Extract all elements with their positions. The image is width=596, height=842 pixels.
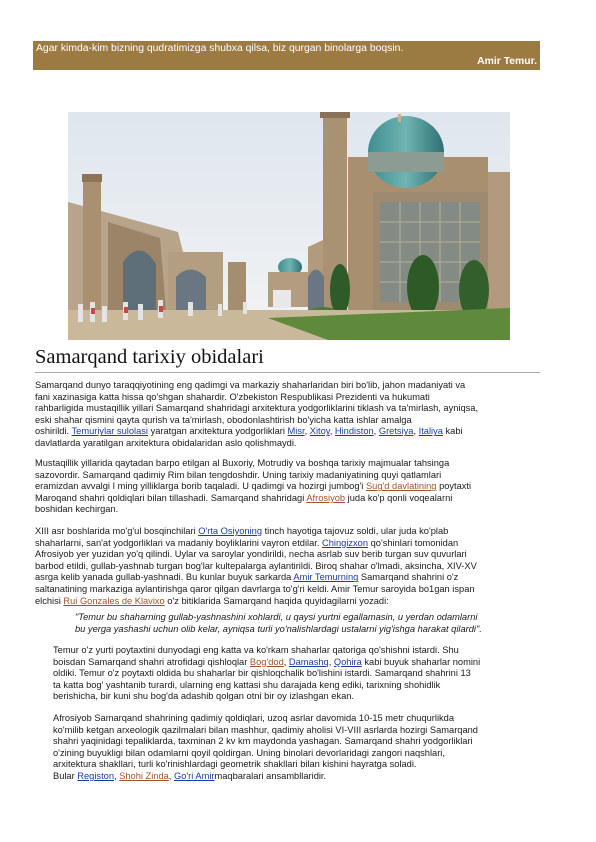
link-afrosiyob[interactable]: Afrosiyob [306, 492, 346, 503]
link-misr[interactable]: Misr [287, 426, 305, 437]
text-segment: tinch hayotiga tajovuz soldi, ular juda ko'plab [262, 526, 449, 536]
link-shohi-zinda[interactable]: Shohi Zinda [119, 770, 169, 781]
link-italiya[interactable]: Italiya [418, 426, 443, 437]
text-segment: oshirildi. [35, 426, 72, 437]
text-segment: , [328, 656, 334, 667]
link-orta-osiyo[interactable]: O'rta Osiyoning [198, 526, 263, 536]
link-gori-amir[interactable]: Go'ri Amir [173, 770, 215, 781]
text-line: sazovordir. Samarqand qadimiy Rim bilan tengdoshdir. Uning tarixiy madaniyatining quyi qatlamlari [35, 469, 442, 480]
text-segment: , [304, 426, 310, 437]
link-damashq[interactable]: Damashq [288, 656, 329, 667]
text-segment: Samarqand shahrini o'z [358, 572, 459, 583]
text-line [35, 596, 541, 608]
registan-illustration [68, 112, 510, 340]
text-line [35, 493, 541, 505]
text-segment: , [373, 426, 379, 437]
link-qohira[interactable]: Qohira [333, 656, 362, 667]
text-segment: kabi buyuk shaharlar nomini [361, 656, 481, 667]
text-line [53, 771, 543, 783]
text-line [35, 481, 541, 493]
paragraph-4 [53, 645, 543, 703]
text-line: Mustaqillik yillarida qaytadan barpo etilgan al Buxoriy, Motrudiy va boshqa tarixiy majmualar tahsinga [35, 458, 450, 468]
link-gretsiya[interactable]: Gretsiya [378, 426, 414, 437]
text-line: fani xazinasiga katta hissa qo'shgan shahardir. O'zbekiston Respublikasi Prezidenti va hukumati [35, 391, 430, 402]
text-line [35, 572, 541, 584]
text-line [35, 426, 541, 438]
text-line: ta katta bog' yashtanib turardi, ularning eng kattasi shu darajada keng ediki, tarixning shohidlik [53, 679, 441, 690]
banner-quote: Agar kimda-kim bizning qudratimizga shubxa qilsa, biz qurgan binolarga boqsin. [36, 43, 404, 54]
text-segment: eramizdan avvalgi I ming yilliklarga borib taqaladi. U qadimgi va hozirgi jumbog'i [35, 481, 366, 492]
text-segment: , [413, 426, 419, 437]
text-line [53, 657, 543, 669]
text-segment: shaharlarni, san'at yodgorliklari va madaniy boyliklarini vayron etdilar. [35, 537, 323, 548]
text-segment: Maroqand shahri qoldiqlari bilan tillashadi. Samarqand shahridagi [35, 492, 307, 503]
text-segment: poytaxti [436, 481, 472, 492]
text-segment: , [114, 770, 120, 781]
text-line: oldiki. Temur o'z poytaxti oldida bu shaharlar bir qishloqchalik bo'lishini istardi. Samarqand shahrini 13 [53, 668, 471, 679]
quote-line: bu yerga yashashi uchun olib kelar, ayniqsa turli yo'nalishlardagi ustalarni yig'ishga harakat qilardi". [75, 623, 482, 634]
clavijo-quote [75, 612, 545, 635]
text-line: boshidan kechirgan. [35, 504, 119, 515]
banner-author: Amir Temur. [477, 56, 537, 67]
quote-banner [33, 41, 540, 70]
text-line: eski shahar qismini qayta qurish va ta'mirlash, obodonlashtirish bo'yicha katta ishlar amalga [35, 414, 412, 425]
text-segment: o'z bitiklarida Samarqand haqida quyidagilarni yozadi: [164, 595, 389, 606]
text-line: barbod etildi, gullab-yashnab turgan bog'lar kultepalarga aylantirildi. Biroq shahar o'lmadi, aksincha, XIV-XV [35, 560, 477, 571]
text-line: ko'milib ketgan arxeologik qazilmalari bilan mashhur, qadimiy aholisi VI-VIII asrlarda hozirgi Samarqand [53, 724, 478, 735]
link-chingizxon[interactable]: Chingizxon [322, 537, 369, 548]
text-segment: juda ko'p qonli voqealarni [345, 492, 453, 503]
link-temuriylar[interactable]: Temuriylar sulolasi [71, 426, 148, 437]
text-line: Temur o'z yurti poytaxtini dunyodagi eng katta va ko'rkam shaharlar qatoriga qo'shishni istardi. Shu [53, 645, 459, 655]
text-segment: , [329, 426, 335, 437]
text-segment: qo'shinlari tomonidan [368, 537, 459, 548]
paragraph-1 [35, 380, 541, 450]
link-rui-gonzales[interactable]: Rui Gonzales de Klavixo [63, 595, 165, 606]
text-line: Afrosiyob Samarqand shahrining qadimiy qoldiqlari, uzoq asrlar davomida 10-15 metr chuqurlikda [53, 713, 455, 723]
title-divider [35, 372, 540, 373]
paragraph-3 [35, 526, 541, 607]
paragraph-5 [53, 713, 543, 783]
text-segment: kabi [442, 426, 463, 437]
text-line: saltanatining markaziga aylantirishga qaror qilgan davrlarga to'g'ri keldi. Amir Temur saroyida bo1gan ispan [35, 583, 475, 594]
link-registon[interactable]: Registon [77, 770, 114, 781]
registan-photo [68, 112, 510, 340]
text-line: arxitektura shakllari, turli ko'rinishlardagi geometrik shakllari bilan kishini hayratga soladi. [53, 759, 417, 770]
text-segment: maqbaralari ansambllaridir. [214, 770, 327, 781]
text-segment: boisdan Samarqand shahri atrofidagi qishloqlar [53, 656, 250, 667]
text-line [35, 538, 541, 550]
text-line: shahri yaqinidagi tepaliklarda, taxminan 2 kv km maydonda yashagan. Samarqand shahri yodgorliklari [53, 736, 473, 747]
text-line: rahbarligida mustaqillik yillari Samarqand shahridagi arxitektura yodgorliklarini tiklash va ta'mirlash, ayniqsa, [35, 403, 479, 414]
link-bogdod[interactable]: Bog'dod [249, 656, 284, 667]
link-hindiston[interactable]: Hindiston [334, 426, 374, 437]
link-xitoy[interactable]: Xitoy [309, 426, 330, 437]
text-segment: asrga kelib yanada gullab-yashnadi. Bu kunlar buyuk sarkarda [35, 572, 294, 583]
text-segment: Bular [53, 770, 78, 781]
quote-line: "Temur bu shaharning gullab-yashnashini xohlardi, u qaysi yurtni egallamasin, u yerdan odamlarni [75, 612, 478, 622]
page-title: Samarqand tarixiy obidalari [35, 346, 264, 368]
link-sugd-davlati[interactable]: Sug'd davlatining [365, 481, 437, 492]
text-line: davlatlarda yaratilgan arxitektura obidalaridan aslo qolishmaydi. [35, 437, 297, 448]
text-line: berishicha, bir kuni shu bog'da adashib qolgan otni bir oy izlashgan ekan. [53, 691, 355, 702]
text-line: o'zining buyukligi bilan odamlarni qoyil qoldirgan. Uning binolari devorlaridagi zangori naqshlari, [53, 747, 445, 758]
text-segment: , [168, 770, 174, 781]
text-segment: , [283, 656, 289, 667]
text-line: Samarqand dunyo taraqqiyotining eng qadimgi va markaziy shaharlaridan biri bo'lib, jahon madaniyati va [35, 380, 466, 390]
link-amir-temurning[interactable]: Amir Temurning [293, 572, 359, 583]
paragraph-2 [35, 458, 541, 516]
text-line [35, 526, 541, 538]
text-segment: yaratgan arxitektura yodgorliklari [148, 426, 288, 437]
text-segment: elchisi [35, 595, 64, 606]
text-line: Afrosiyob yer yuzidan yo'q qilindi. Uylar va saroylar yondirildi, necha asrlab suv berib turgan suv quvurlari [35, 549, 467, 560]
text-segment: XIII asr boshlarida mo'g'ul bosqinchilari [35, 526, 199, 536]
